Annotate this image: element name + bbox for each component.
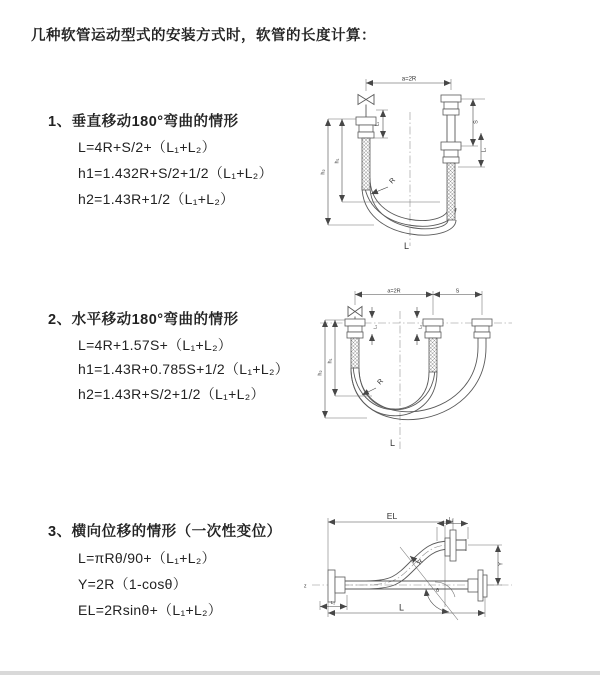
dim-label-a2r: a=2R (387, 288, 401, 295)
dim-label-s: S (455, 288, 460, 295)
middle-hose-braid (429, 338, 437, 372)
left-flange (345, 319, 365, 338)
section2-heading: 2、水平移动180°弯曲的情形 (48, 312, 239, 328)
left-hose-braid (351, 338, 359, 368)
section1-formula-L: L=4R+S/2+（L₁+L₂） (78, 139, 216, 155)
hose-s-curve (345, 541, 450, 589)
left-flange (328, 570, 345, 602)
right-flange-upper (441, 95, 461, 115)
section2-formula-h2: h2=1.43R+S/2+1/2（L₁+L₂） (78, 386, 265, 402)
right-flange-lower (441, 142, 461, 163)
right-flange (472, 319, 492, 338)
right-hose-braid (447, 163, 455, 220)
diagram-vertical-180 (312, 68, 588, 258)
dim-label-l1: L₁ (448, 517, 454, 523)
dim-label-h2: h₂ (320, 169, 327, 175)
right-flange (468, 570, 487, 601)
radius-construction-line (400, 547, 458, 620)
radius-leader (371, 187, 388, 194)
upper-flange (445, 530, 466, 561)
left-hose-braid (362, 138, 370, 190)
dim-label-s: S (473, 120, 480, 124)
dim-label-h2: h₂ (317, 370, 324, 376)
centerline-mark: z (304, 583, 307, 590)
scan-edge-shadow (0, 671, 600, 675)
section3-formula-EL: EL=2Rsinθ+（L₁+L₂） (78, 602, 223, 618)
middle-flange (423, 319, 443, 338)
valve-icon (358, 95, 374, 118)
length-label: L (404, 241, 410, 251)
section3-formula-Y: Y=2R（1-cosθ） (78, 576, 188, 592)
section2-formula-L: L=4R+1.57S+（L₁+L₂） (78, 337, 233, 353)
radius-leader (410, 556, 418, 563)
dim-label-l1: L₁ (372, 324, 378, 330)
hose-u-bend (351, 347, 486, 420)
section1-formula-h2: h2=1.43R+1/2（L₁+L₂） (78, 191, 235, 207)
angle-label: θ (436, 588, 440, 594)
dim-label-y: Y (498, 561, 505, 567)
valve-icon (348, 307, 362, 320)
dim-label-l1: L₁ (374, 121, 381, 127)
hose-u-bend (362, 178, 456, 235)
diagram-lateral-displacement (300, 495, 598, 650)
dim-label-h1: h₁ (334, 158, 341, 164)
section1-heading: 1、垂直移动180°弯曲的情形 (48, 114, 239, 130)
dim-label-l2: L₂ (481, 147, 488, 153)
dim-label-h1: h₁ (327, 358, 334, 364)
radius-label: R (388, 176, 397, 186)
radius-label: R (376, 377, 385, 387)
page-title: 几种软管运动型式的安装方式时，软管的长度计算： (31, 28, 376, 44)
radius-label: R (416, 558, 425, 567)
section2-formula-h1: h1=1.43R+0.785S+1/2（L₁+L₂） (78, 361, 289, 377)
length-label: L (399, 602, 405, 613)
dim-label-el: EL (386, 511, 398, 521)
left-flange (356, 117, 376, 138)
dim-label-a2r: a=2R (401, 76, 417, 83)
length-label: L (390, 438, 396, 448)
dim-label-l2: L₂ (330, 600, 336, 605)
dim-label-l2: L₂ (417, 324, 423, 330)
diagram-horizontal-180 (312, 283, 588, 455)
section3-formula-L: L=πRθ/90+（L₁+L₂） (78, 550, 216, 566)
section1-formula-h1: h1=1.432R+S/2+1/2（L₁+L₂） (78, 165, 273, 181)
section3-heading: 3、横向位移的情形（一次性变位） (48, 524, 282, 540)
